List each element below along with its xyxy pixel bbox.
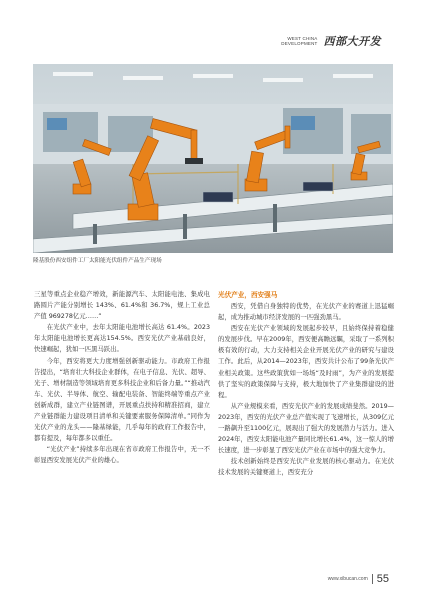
right-paragraph-2: 西安在光伏产业领域的发展起步较早，且始终保持着稳健的发展步伐。早在2009年，西安便高瞻远瞩，采取了一系列积极有效的行动，大力支持相关企业开展光伏产业的研究与建设工作。此后，从2014—2023年，西安共计公布了99条光伏产业相关政策。这些政策犹如一场场“及时雨”，为产业的发展提供了坚实的政策保障与支持，极大地加快了产业集群建设的进程。 — [218, 325, 394, 399]
masthead-title: 西部大开发 — [323, 35, 381, 48]
photo-caption: 隆基股份西安组件工厂太阳能光伏组件产品生产现场 — [33, 258, 162, 264]
left-paragraph-1: 三星等重点企业稳产增效，新能源汽车、太阳能电池、集成电路圆片产能分别增长 143%、61.4%和 36.7%，规上工业总产值 969278亿元……” — [34, 291, 210, 321]
masthead-en-line2: DEVELOPMENT — [281, 41, 318, 46]
right-paragraph-4: 技术创新始终是西安光伏产业发展的核心驱动力。在光伏技术发展的关键赛道上，西安充分 — [218, 458, 394, 477]
factory-photo — [33, 64, 393, 253]
page-footer — [328, 573, 389, 585]
footer-url: www.xibucan.com — [327, 576, 368, 582]
page-number: 55 — [376, 573, 389, 585]
masthead — [281, 33, 381, 49]
right-paragraph-3: 从产业规模来看，西安光伏产业的发展成绩斐然。2019—2023年，西安的光伏产业总产值实现了飞速增长，从309亿元一路飙升至1100亿元，展现出了强大的发展潜力与活力。进入2024年，西安太阳能电池产量同比增长61.4%，这一惊人的增长速度，进一步彰显了西安光伏产业在市场中的强大竞争力。 — [218, 402, 394, 455]
left-paragraph-4: “光伏产业”持续多年出现在省市政府工作报告中，无一不彰显西安发展光伏产业的雄心。 — [34, 446, 210, 465]
section-heading: 光伏产业，西安强马 — [218, 291, 278, 299]
article-right-column — [218, 290, 394, 479]
left-paragraph-2: 在光伏产业中，去年太阳能电池增长高达 61.4%。2023年太阳能电池增长更高达154.5%。西安光伏产业基础良好，快速崛起，犹如一匹黑马跃出。 — [34, 324, 210, 354]
right-paragraph-1: 西安，凭借自身独特的优势，在光伏产业的赛道上迅猛崛起，成为推动城市经济发展的一匹强劲黑马。 — [218, 303, 394, 322]
masthead-en-line1: WEST CHINA — [287, 35, 318, 41]
footer-divider — [372, 574, 373, 584]
robot-production-line-image — [33, 64, 393, 253]
left-paragraph-3: 今年，西安将更大力度增强创新驱动能力。市政府工作报告提出，“培育壮大科技企业群体，在电子信息、光伏、超导、光子、增材制造等领域培育更多科技企业和后备力量。”“推动汽车、光伏、半导体、航空、输配电装备、智能终端等重点产业创新成群，建立产业链图谱，开展重点扶持和精准招商，建立产业链群能力建设项目清单和关键要素服务保障清单。”同作为光伏产业的龙头——隆基绿能，几乎每年的政府工作报告中，都有提及，每年都多以重任。 — [34, 357, 210, 443]
article-left-column — [34, 289, 210, 467]
masthead-english — [281, 36, 317, 46]
